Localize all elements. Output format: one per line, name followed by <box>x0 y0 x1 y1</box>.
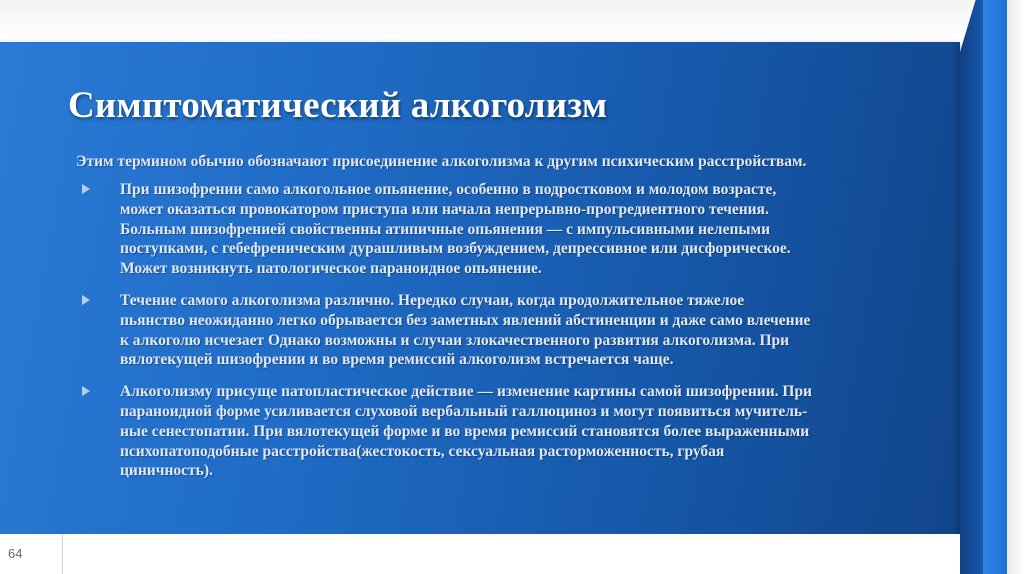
bullet-line: вялотекущей шизофрении и во время ремиссий алкоголизм встречается чаще. <box>120 351 674 369</box>
page-number: 64 <box>8 546 23 561</box>
footer-divider <box>62 534 63 574</box>
bullet-line: может оказаться провокатором приступа или начала непрерывно-прогредиентного течения. <box>120 200 769 218</box>
bullet-line: параноидной форме усиливается слуховой вербальный галлюциноз и могут появиться мучитель- <box>120 402 808 420</box>
bullet-list <box>80 180 940 493</box>
bullet-line: к алкоголю исчезает Однако возможны и случаи злокачественного развития алкоголизма. При <box>120 331 790 349</box>
bullet-line: ные сенестопатии. При вялотекущей форме и во время ремиссий становятся более выраженными <box>120 422 810 440</box>
panel-shadow <box>952 42 960 534</box>
bullet-line: поступками, с гебефреническим дурашливым возбуждением, депрессивное или дисфорическое. <box>120 240 791 258</box>
bullet-line: Течение самого алкоголизма различно. Нередко случаи, когда продолжительное тяжелое <box>120 291 745 309</box>
bullet-line: Может возникнуть патологическое параноидное опьянение. <box>120 260 542 278</box>
accent-bar-edge <box>1007 0 1024 574</box>
bullet-item <box>80 382 940 481</box>
footer-strip <box>0 534 960 574</box>
bullet-line: циничность). <box>120 462 213 480</box>
top-strip <box>0 0 1024 42</box>
triangle-right-icon <box>82 184 90 194</box>
intro-text: Этим термином обычно обозначают присоединение алкоголизма к другим психическим расстройствам. <box>76 153 807 170</box>
bullet-line: Больным шизофренией свойственны атипичные опьянения — с импульсивными нелепыми <box>120 220 771 238</box>
bullet-line: психопатоподобные расстройства(жестокость, сексуальная расторможенность, грубая <box>120 442 725 460</box>
slide-title: Симптоматический алкоголизм <box>68 85 608 126</box>
accent-bar <box>983 0 1007 574</box>
bullet-item <box>80 180 940 279</box>
triangle-right-icon <box>82 295 90 305</box>
bullet-line: пьянство неожиданно легко обрывается без заметных явлений абстиненции и даже само влечение <box>120 311 811 329</box>
bullet-item <box>80 291 940 370</box>
triangle-right-icon <box>82 386 90 396</box>
bullet-line: При шизофрении само алкогольное опьянение, особенно в подростковом и молодом возрасте, <box>120 181 777 198</box>
bullet-line: Алкоголизму присуще патопластическое действие — изменение картины самой шизофрении. При <box>120 383 812 401</box>
